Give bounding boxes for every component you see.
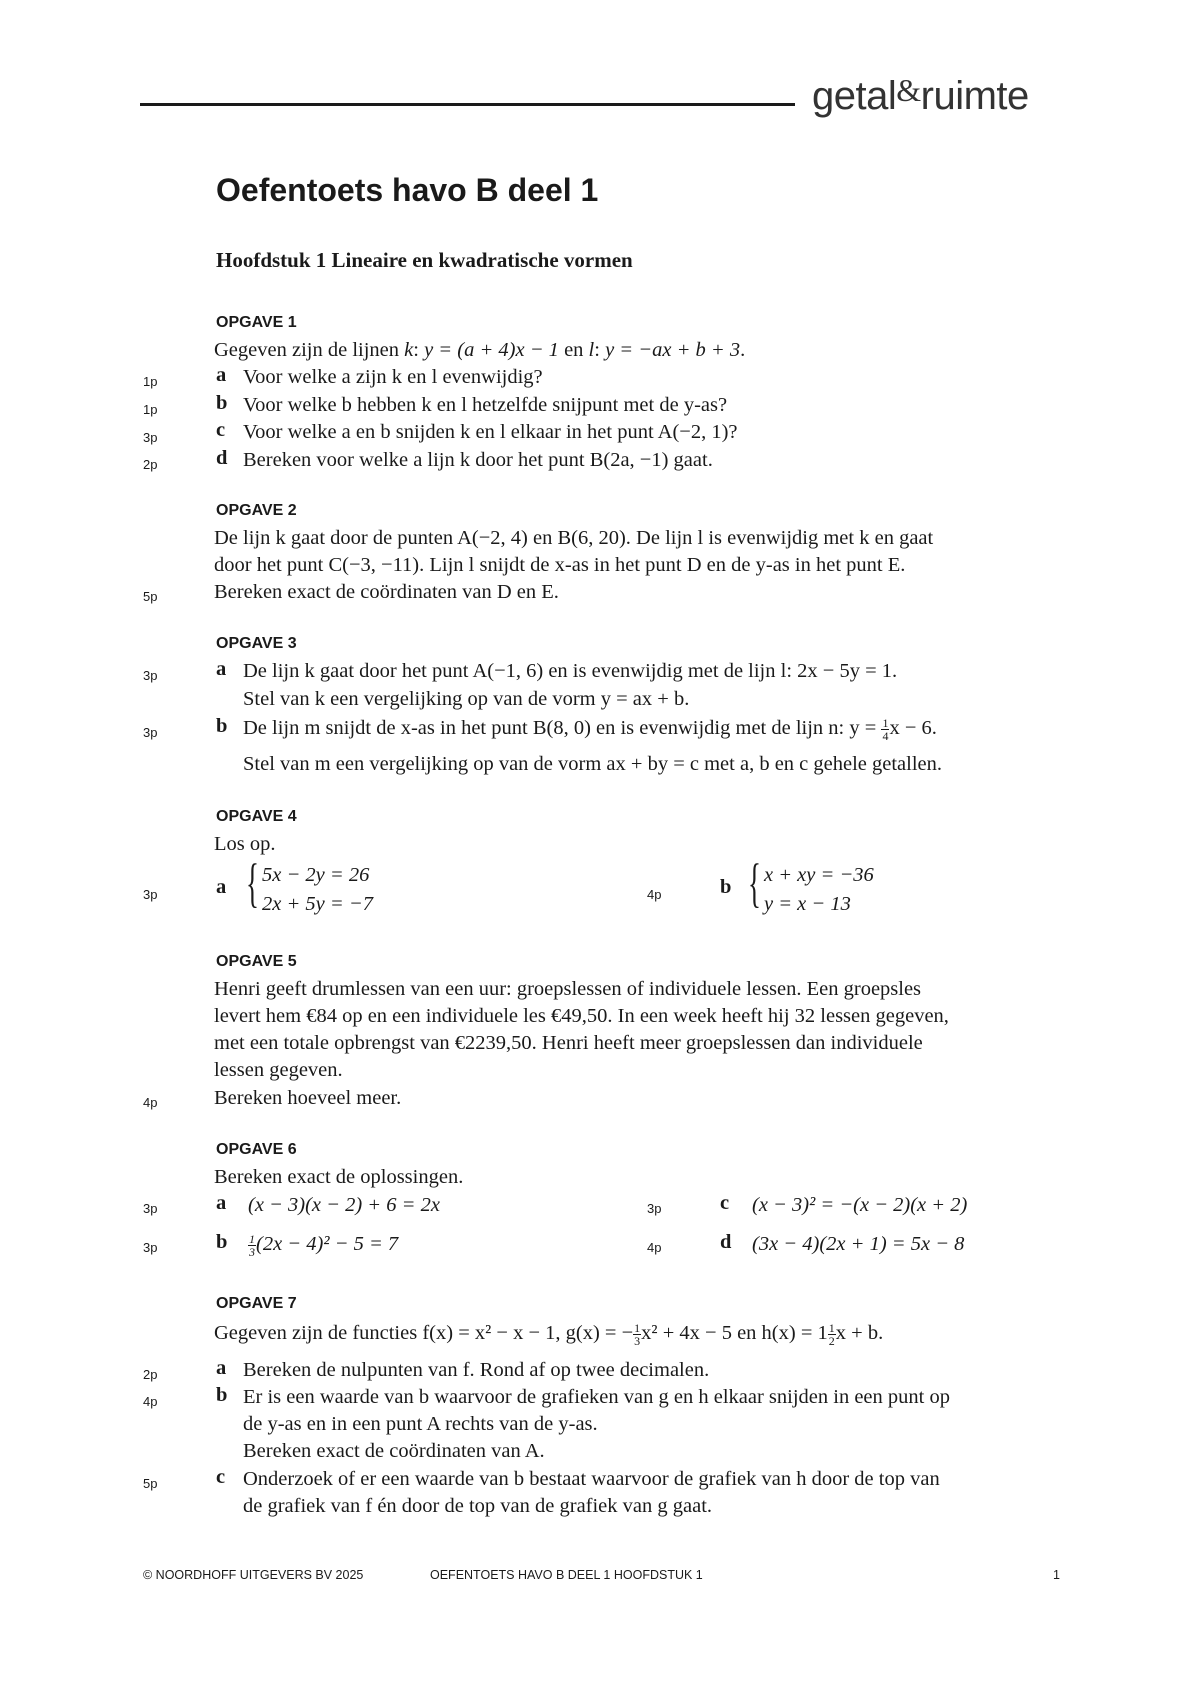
opgave-6d-letter: d [720,1231,732,1253]
opgave-7b-points: 4p [143,1394,158,1409]
opgave-1d-text: Bereken voor welke a lijn k door het punt B(2a, −1) gaat. [243,449,713,471]
opgave-4b-brace: { [748,853,761,913]
opgave-7c-points: 5p [143,1476,158,1491]
opgave-6c-eq: (x − 3)² = −(x − 2)(x + 2) [752,1194,968,1216]
opgave-2-line3: Bereken exact de coördinaten van D en E. [214,581,559,603]
opgave-6b-eq: $\frac{1}{3}$ (2x − 4)² − 5 = 7 [249,1231,399,1259]
opgave-7b-line1: Er is een waarde van b waarvoor de grafieken van g en h elkaar snijden in een punt op [243,1386,950,1408]
fraction-third: $\frac{1}{3}$ [249,1231,255,1259]
opgave-6a-letter: a [216,1192,227,1214]
fraction-half: $\frac{1}{2}$ [828,1320,835,1348]
opgave-7b-line2: de y-as en in een punt A rechts van de y-as. [243,1413,598,1435]
opgave-2-points: 5p [143,589,158,604]
opgave-2-line1: De lijn k gaat door de punten A(−2, 4) en B(6, 20). De lijn l is evenwijdig met k en gaat [214,527,934,549]
opgave-7a-letter: a [216,1357,227,1379]
brand-logo-ampersand: & [896,72,921,108]
opgave-5-line2: levert hem €84 op en een individuele les €49,50. In een week heeft hij 32 lessen gegeven, [214,1005,949,1027]
opgave-6a-eq: (x − 3)(x − 2) + 6 = 2x [248,1194,440,1216]
brand-logo-part2: ruimte [920,74,1029,118]
opgave-7b-line3: Bereken exact de coördinaten van A. [243,1440,545,1462]
opgave-6c-letter: c [720,1192,730,1214]
fraction-third: $\frac{1}{3}$ [634,1320,641,1348]
opgave-1a-letter: a [216,364,227,386]
opgave-3b-points: 3p [143,725,158,740]
fraction-quarter: $\frac{1}{4}$ [882,715,889,743]
opgave-7a-line1: Bereken de nulpunten van f. Rond af op twee decimalen. [243,1359,710,1381]
opgave-4-intro: Los op. [214,833,276,855]
page-title: Oefentoets havo B deel 1 [216,172,599,208]
opgave-3a-points: 3p [143,668,158,683]
opgave-4a-eq1: 5x − 2y = 26 [262,864,370,886]
opgave-1b-text: Voor welke b hebben k en l hetzelfde snijpunt met de y-as? [243,394,728,416]
opgave-3b-line2: Stel van m een vergelijking op van de vorm ax + by = c met a, b en c gehele getallen. [243,753,943,775]
opgave-4-heading: OPGAVE 4 [216,808,297,825]
opgave-6d-points: 4p [647,1240,662,1255]
opgave-4a-brace: { [246,853,259,913]
opgave-7a-points: 2p [143,1367,158,1382]
footer-copyright: © NOORDHOFF UITGEVERS BV 2025 [143,1568,364,1582]
opgave-3a-letter: a [216,658,227,680]
opgave-5-line3: met een totale opbrengst van €2239,50. Henri heeft meer groepslessen dan individuele [214,1032,923,1054]
opgave-1b-letter: b [216,392,228,414]
opgave-5-line5: Bereken hoeveel meer. [214,1087,402,1109]
opgave-1d-letter: d [216,447,228,469]
opgave-1-heading: OPGAVE 1 [216,314,297,331]
opgave-6d-eq: (3x − 4)(2x + 1) = 5x − 8 [752,1233,965,1255]
opgave-7-intro: Gegeven zijn de functies f(x) = x² − x − 1, g(x) = − $\frac{1}{3}$ x² + 4x − 5 en h(x) = 1 $\frac{1}{2}$ x + b. [214,1320,884,1348]
opgave-1c-points: 3p [143,430,158,445]
opgave-2-heading: OPGAVE 2 [216,502,297,519]
opgave-1d-points: 2p [143,457,158,472]
opgave-6-heading: OPGAVE 6 [216,1141,297,1158]
brand-logo-part1: getal [812,74,897,118]
opgave-5-line4: lessen gegeven. [214,1059,343,1081]
footer-doc-title: OEFENTOETS HAVO B DEEL 1 HOOFDSTUK 1 [430,1568,703,1582]
opgave-6b-points: 3p [143,1240,158,1255]
opgave-3-heading: OPGAVE 3 [216,635,297,652]
opgave-7-heading: OPGAVE 7 [216,1295,297,1312]
opgave-5-heading: OPGAVE 5 [216,953,297,970]
opgave-5-points: 4p [143,1095,158,1110]
opgave-6c-points: 3p [647,1201,662,1216]
opgave-6b-letter: b [216,1231,228,1253]
footer-page-number: 1 [1053,1568,1060,1582]
opgave-3a-line2: Stel van k een vergelijking op van de vorm y = ax + b. [243,688,690,710]
opgave-3b-line1: De lijn m snijdt de x-as in het punt B(8, 0) en is evenwijdig met de lijn n: y = $\frac{1}{4}$ x − 6. [243,715,937,743]
opgave-1a-text: Voor welke a zijn k en l evenwijdig? [243,366,543,388]
opgave-1c-text: Voor welke a en b snijden k en l elkaar in het punt A(−2, 1)? [243,421,738,443]
opgave-1-intro: Gegeven zijn de lijnen k: y = (a + 4)x − 1 en l: y = −ax + b + 3. [214,339,746,361]
opgave-7c-line1: Onderzoek of er een waarde van b bestaat waarvoor de grafiek van h door de top van [243,1468,940,1490]
opgave-7b-letter: b [216,1384,228,1406]
opgave-1b-points: 1p [143,402,158,417]
opgave-7c-line2: de grafiek van f én door de top van de grafiek van g gaat. [243,1495,713,1517]
opgave-7c-letter: c [216,1466,226,1488]
opgave-5-line1: Henri geeft drumlessen van een uur: groepslessen of individuele lessen. Een groepsles [214,978,922,1000]
opgave-3a-line1: De lijn k gaat door het punt A(−1, 6) en is evenwijdig met de lijn l: 2x − 5y = 1. [243,660,898,682]
opgave-6-intro: Bereken exact de oplossingen. [214,1166,464,1188]
opgave-4b-points: 4p [647,887,662,902]
opgave-1c-letter: c [216,419,226,441]
opgave-4b-eq1: x + xy = −36 [764,864,874,886]
opgave-3b-letter: b [216,715,228,737]
opgave-6a-points: 3p [143,1201,158,1216]
opgave-2-line2: door het punt C(−3, −11). Lijn l snijdt de x-as in het punt D en de y-as in het punt E. [214,554,906,576]
opgave-4a-points: 3p [143,887,158,902]
opgave-4b-letter: b [720,876,732,898]
opgave-4a-eq2: 2x + 5y = −7 [262,893,373,915]
opgave-1a-points: 1p [143,374,158,389]
opgave-4b-eq2: y = x − 13 [764,893,851,915]
chapter-heading: Hoofdstuk 1 Lineaire en kwadratische vormen [216,248,633,272]
opgave-4a-letter: a [216,876,227,898]
